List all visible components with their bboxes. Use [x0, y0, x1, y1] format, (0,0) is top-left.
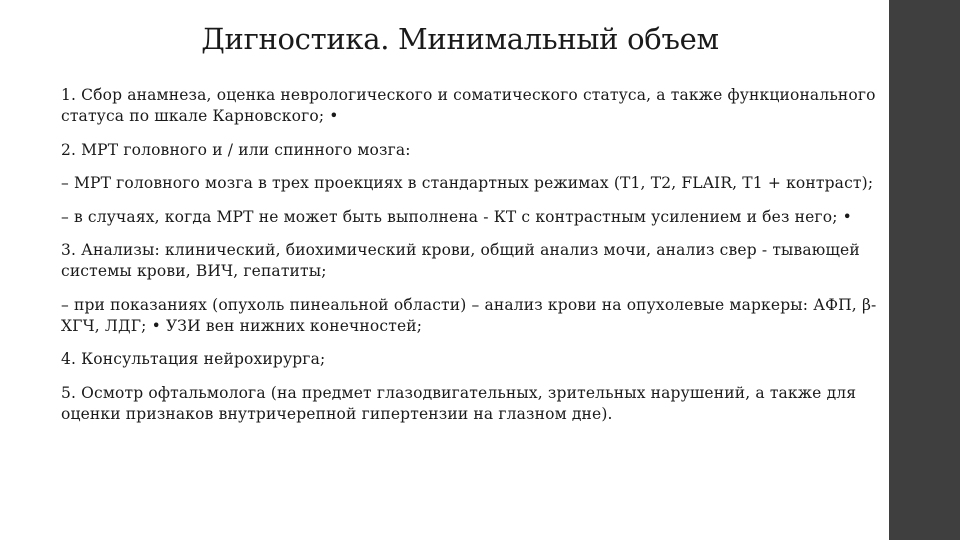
slide-title: Дигностика. Минимальный объем [201, 22, 719, 56]
slide-content [61, 85, 877, 437]
list-item-analyses: 3. Анализы: клинический, биохимический крови, общий анализ мочи, анализ свер - тывающей системы крови, ВИЧ, гепатиты; [61, 241, 860, 280]
list-item-tumor-markers: – при показаниях (опухоль пинеальной области) – анализ крови на опухолевые маркеры: АФП, β-ХГЧ, ЛДГ; • УЗИ вен нижних конечностей; [61, 295, 877, 335]
list-item-anamnesis: 1. Сбор анамнеза, оценка неврологического и соматического статуса, а также функционального статуса по шкале Карновского; • [61, 86, 876, 125]
list-item-neurosurgeon: 4. Консультация нейрохирурга; [61, 350, 326, 368]
list-item-mri: 2. МРТ головного и / или спинного мозга: [61, 140, 411, 159]
list-item-ophthalmologist: 5. Осмотр офтальмолога (на предмет глазодвигательных, зрительных нарушений, а также для оценки признаков внутричерепной гипертензии на глазном дне). [61, 383, 857, 423]
list-item-mri-brain: – МРТ головного мозга в трех проекциях в стандартных режимах (T1, T2, FLAIR, T1 + контраст); [61, 174, 874, 192]
side-bar [889, 0, 960, 540]
list-item-ct: – в случаях, когда МРТ не может быть выполнена - КТ с контрастным усилением и без него; • [61, 207, 852, 226]
